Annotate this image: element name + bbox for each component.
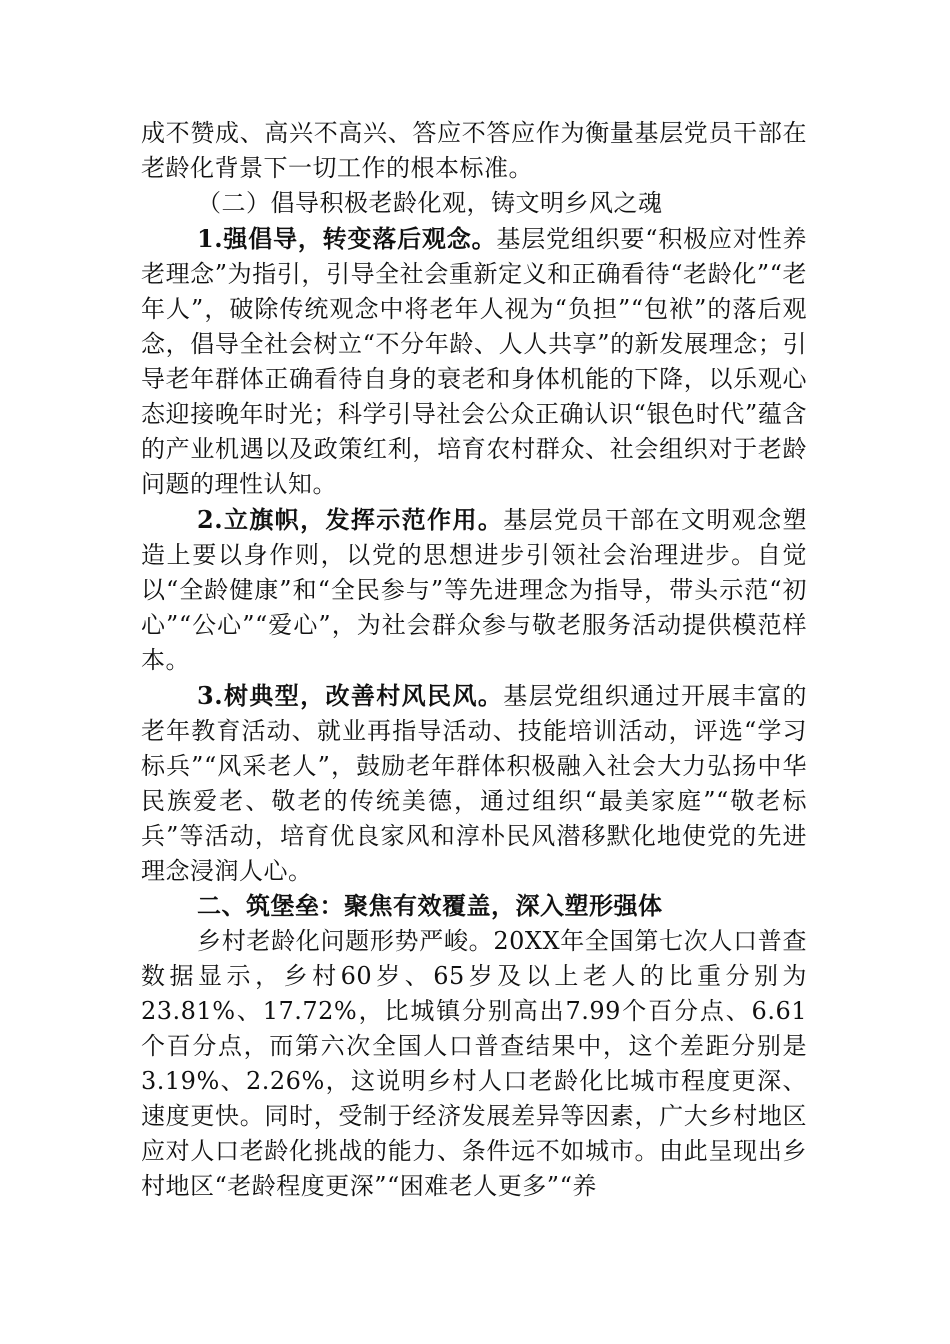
item-2-title: 2.立旗帜，发挥示范作用。 bbox=[197, 505, 504, 534]
body-paragraph: 乡村老龄化问题形势严峻。20XX年全国第七次人口普查数据显示，乡村60岁、65岁及以上老人的比重分别为23.81%、17.72%，比城镇分别高出7.99个百分点、6.61个百分点，而第六次全国人口普查结果中，这个差距分别是3.19%、2.26%，这说明乡村人口老龄化比城市程度更深、速度更快。同时，受制于经济发展差异等因素，广大乡村地区应对人口老龄化挑战的能力、条件远不如城市。由此呈现出乡村地区“老龄程度更深”“困难老人更多”“养 bbox=[141, 927, 807, 1200]
item-3-title: 3.树典型，改善村风民风。 bbox=[197, 681, 504, 710]
section-heading: 二、筑堡垒：聚焦有效覆盖，深入塑形强体 bbox=[197, 892, 663, 920]
continued-paragraph: 成不赞成、高兴不高兴、答应不答应作为衡量基层党员干部在老龄化背景下一切工作的根本标准。 bbox=[141, 119, 807, 182]
numbered-item-3 bbox=[141, 678, 807, 889]
item-2-body: 基层党员干部在文明观念塑造上要以身作则，以党的思想进步引领社会治理进步。自觉以“全龄健康”和“全民参与”等先进理念为指导，带头示范“初心”“公心”“爱心”，为社会群众参与敬老服务活动提供模范样本。 bbox=[141, 506, 807, 674]
section-subheading: （二）倡导积极老龄化观，铸文明乡风之魂 bbox=[197, 189, 663, 217]
item-1-title: 1.强倡导，转变落后观念。 bbox=[197, 224, 497, 253]
numbered-item-2 bbox=[141, 502, 807, 678]
numbered-item-1 bbox=[141, 221, 807, 502]
document-page bbox=[141, 116, 807, 1204]
item-1-body: 基层党组织要“积极应对性养老理念”为指引，引导全社会重新定义和正确看待“老龄化”“老年人”，破除传统观念中将老年人视为“负担”“包袱”的落后观念，倡导全社会树立“不分年龄、人人共享”的新发展理念；引导老年群体正确看待自身的衰老和身体机能的下降，以乐观心态迎接晚年时光；科学引导社会公众正确认识“银色时代”蕴含的产业机遇以及政策红利，培育农村群众、社会组织对于老龄问题的理性认知。 bbox=[141, 225, 807, 498]
item-3-body: 基层党组织通过开展丰富的老年教育活动、就业再指导活动、技能培训活动，评选“学习标兵”“风采老人”，鼓励老年群体积极融入社会大力弘扬中华民族爱老、敬老的传统美德，通过组织“最美家庭”“敬老标兵”等活动，培育优良家风和淳朴民风潜移默化地使党的先进理念浸润人心。 bbox=[141, 682, 807, 885]
